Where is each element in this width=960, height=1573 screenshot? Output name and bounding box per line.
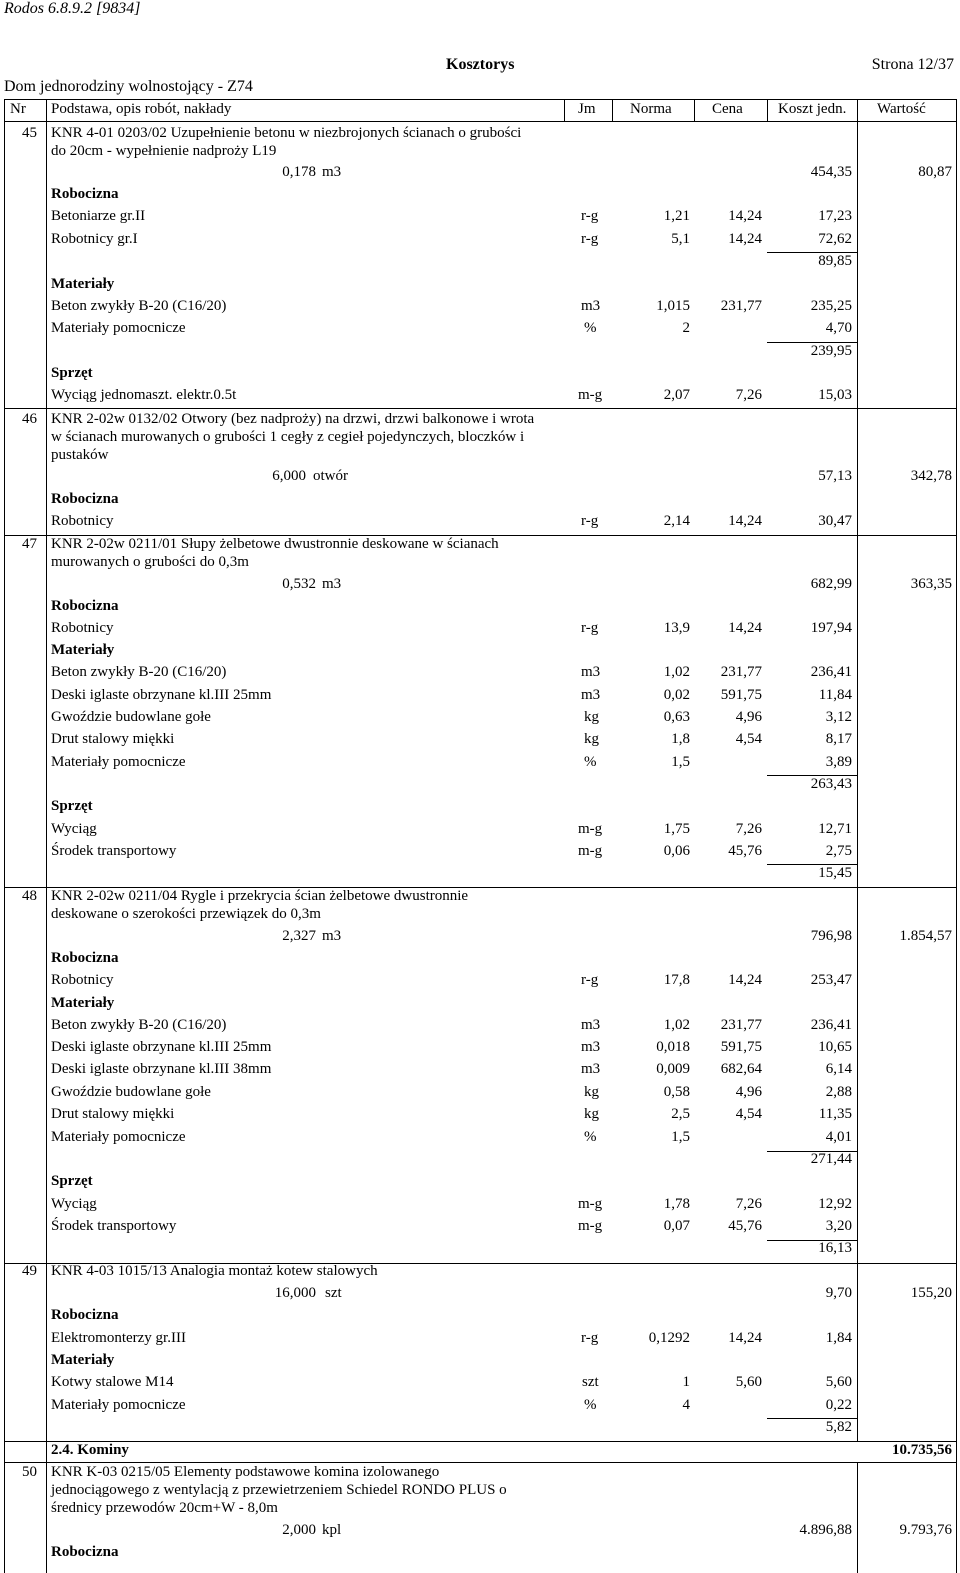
item-unit: kpl xyxy=(322,1522,342,1538)
resource-jm: m3 xyxy=(581,298,601,314)
section-sprzet: Sprzęt xyxy=(51,365,93,381)
item-unit: m3 xyxy=(322,576,342,592)
resource-jm: r-g xyxy=(581,231,599,247)
resource-jm: m-g xyxy=(578,1196,603,1212)
resource-cena: 7,26 xyxy=(735,1196,762,1212)
header-bottom-border xyxy=(4,121,957,122)
resource-cena: 7,26 xyxy=(735,821,762,837)
resource-koszt: 236,41 xyxy=(810,1017,852,1033)
col-divider-jm xyxy=(612,99,613,121)
item-description: deskowane o szerokości przewiązek do 0,3m xyxy=(51,906,321,922)
section-robocizna: Robocizna xyxy=(51,1544,119,1560)
app-title: Rodos 6.8.9.2 [9834] xyxy=(4,0,141,17)
item-unit-cost: 682,99 xyxy=(810,576,852,592)
col-divider-koszt xyxy=(857,121,858,408)
resource-norma: 1,5 xyxy=(671,754,690,770)
resource-norma: 0,02 xyxy=(663,687,690,703)
resource-norma: 0,1292 xyxy=(648,1330,690,1346)
resource-name: Kotwy stalowe M14 xyxy=(51,1374,174,1390)
col-divider-cena xyxy=(767,99,768,121)
item-separator xyxy=(4,1441,957,1442)
resource-koszt: 11,84 xyxy=(818,687,852,703)
resource-cena: 4,54 xyxy=(735,731,762,747)
resource-name: Wyciąg jednomaszt. elektr.0.5t xyxy=(51,387,237,403)
col-divider-koszt xyxy=(857,1462,858,1573)
section-robocizna: Robocizna xyxy=(51,1307,119,1323)
item-quantity: 2,000 xyxy=(282,1522,316,1538)
table-right-border xyxy=(956,99,957,1573)
item-value: 80,87 xyxy=(918,164,952,180)
resource-koszt: 11,35 xyxy=(818,1106,852,1122)
resource-jm: % xyxy=(584,754,597,770)
resource-jm: % xyxy=(584,320,597,336)
subtotal-value: 15,45 xyxy=(818,865,852,881)
item-description: średnicy przewodów 20cm+W - 8,0m xyxy=(51,1500,278,1516)
resource-cena: 14,24 xyxy=(728,620,762,636)
resource-name: Materiały pomocnicze xyxy=(51,1397,186,1413)
col-divider-koszt xyxy=(857,1263,858,1441)
table-left-border xyxy=(4,99,5,1573)
resource-jm: r-g xyxy=(581,1330,599,1346)
resource-cena: 682,64 xyxy=(720,1061,762,1077)
resource-name: Deski iglaste obrzynane kl.III 25mm xyxy=(51,1039,272,1055)
resource-name: Środek transportowy xyxy=(51,843,177,859)
resource-koszt: 30,47 xyxy=(818,513,852,529)
resource-cena: 231,77 xyxy=(720,298,762,314)
resource-jm: r-g xyxy=(581,208,599,224)
item-unit-cost: 57,13 xyxy=(818,468,852,484)
resource-koszt: 4,70 xyxy=(825,320,852,336)
resource-cena: 5,60 xyxy=(735,1374,762,1390)
resource-name: Środek transportowy xyxy=(51,1218,177,1234)
resource-cena: 7,26 xyxy=(735,387,762,403)
resource-koszt: 0,22 xyxy=(825,1397,852,1413)
page-label: Strona 12/37 xyxy=(871,56,954,73)
item-description: KNR K-03 0215/05 Elementy podstawowe komina izolowanego xyxy=(51,1464,440,1480)
section-materialy: Materiały xyxy=(51,276,115,292)
item-unit-cost: 4.896,88 xyxy=(799,1522,852,1538)
resource-name: Robotnicy xyxy=(51,620,114,636)
item-separator xyxy=(4,408,957,409)
resource-norma: 1,21 xyxy=(663,208,690,224)
section-materialy: Materiały xyxy=(51,995,115,1011)
item-quantity: 0,532 xyxy=(282,576,316,592)
resource-cena: 45,76 xyxy=(728,1218,762,1234)
section-robocizna: Robocizna xyxy=(51,598,119,614)
col-divider-koszt xyxy=(857,408,858,535)
item-description: do 20cm - wypełnienie nadproży L19 xyxy=(51,143,277,159)
resource-koszt: 1,84 xyxy=(825,1330,852,1346)
resource-norma: 0,58 xyxy=(663,1084,690,1100)
table-top-border xyxy=(4,99,957,100)
resource-norma: 2,07 xyxy=(663,387,690,403)
resource-koszt: 3,20 xyxy=(825,1218,852,1234)
resource-koszt: 235,25 xyxy=(810,298,852,314)
resource-norma: 0,06 xyxy=(663,843,690,859)
section-sprzet: Sprzęt xyxy=(51,1173,93,1189)
item-value: 155,20 xyxy=(910,1285,952,1301)
resource-jm: m3 xyxy=(581,1039,601,1055)
item-number: 46 xyxy=(22,411,37,427)
resource-koszt: 2,75 xyxy=(825,843,852,859)
resource-koszt: 2,88 xyxy=(825,1084,852,1100)
resource-name: Drut stalowy miękki xyxy=(51,731,175,747)
item-unit: m3 xyxy=(322,928,342,944)
item-quantity: 2,327 xyxy=(282,928,316,944)
resource-jm: m-g xyxy=(578,387,603,403)
col-divider-desc xyxy=(564,99,565,121)
resource-cena: 231,77 xyxy=(720,664,762,680)
section-robocizna: Robocizna xyxy=(51,491,119,507)
resource-koszt: 72,62 xyxy=(818,231,852,247)
header-wartosc: Wartość xyxy=(877,101,926,117)
item-number: 49 xyxy=(22,1263,37,1279)
subtotal-value: 239,95 xyxy=(810,343,852,359)
resource-cena: 14,24 xyxy=(728,513,762,529)
item-value: 1.854,57 xyxy=(899,928,952,944)
resource-cena: 4,96 xyxy=(735,709,762,725)
chapter-label: 2.4. Kominy xyxy=(51,1442,129,1458)
resource-norma: 0,07 xyxy=(663,1218,690,1234)
resource-jm: kg xyxy=(584,1106,599,1122)
resource-name: Wyciąg xyxy=(51,1196,97,1212)
header-nr: Nr xyxy=(10,101,26,117)
resource-name: Gwoździe budowlane gołe xyxy=(51,1084,211,1100)
resource-cena: 14,24 xyxy=(728,231,762,247)
resource-jm: szt xyxy=(582,1374,599,1390)
item-description: KNR 2-02w 0211/04 Rygle i przekrycia ścian żelbetowe dwustronnie xyxy=(51,888,469,904)
resource-cena: 14,24 xyxy=(728,208,762,224)
col-divider-norma xyxy=(694,99,695,121)
item-number: 47 xyxy=(22,536,37,552)
col-divider-koszt xyxy=(857,535,858,887)
resource-norma: 1,8 xyxy=(671,731,690,747)
resource-name: Materiały pomocnicze xyxy=(51,754,186,770)
project-name: Dom jednorodziny wolnostojący - Z74 xyxy=(4,78,253,95)
resource-norma: 2 xyxy=(682,320,690,336)
resource-norma: 2,14 xyxy=(663,513,690,529)
resource-jm: kg xyxy=(584,731,599,747)
resource-cena: 4,54 xyxy=(735,1106,762,1122)
resource-koszt: 4,01 xyxy=(825,1129,852,1145)
resource-jm: m3 xyxy=(581,664,601,680)
resource-koszt: 15,03 xyxy=(818,387,852,403)
resource-koszt: 8,17 xyxy=(825,731,852,747)
item-quantity: 16,000 xyxy=(274,1285,316,1301)
item-value: 363,35 xyxy=(910,576,952,592)
resource-cena: 231,77 xyxy=(720,1017,762,1033)
item-unit: otwór xyxy=(313,468,348,484)
item-unit-cost: 796,98 xyxy=(810,928,852,944)
resource-koszt: 10,65 xyxy=(818,1039,852,1055)
resource-norma: 1,75 xyxy=(663,821,690,837)
resource-jm: r-g xyxy=(581,620,599,636)
resource-jm: % xyxy=(584,1129,597,1145)
resource-name: Gwoździe budowlane gołe xyxy=(51,709,211,725)
header-cena: Cena xyxy=(712,101,743,117)
item-description: jednociągowego z wentylacją z przewietrzeniem Schiedel RONDO PLUS o xyxy=(51,1482,507,1498)
resource-jm: kg xyxy=(584,1084,599,1100)
resource-norma: 0,018 xyxy=(656,1039,690,1055)
section-robocizna: Robocizna xyxy=(51,950,119,966)
item-unit: szt xyxy=(325,1285,342,1301)
resource-name: Beton zwykły B-20 (C16/20) xyxy=(51,664,227,680)
resource-koszt: 3,89 xyxy=(825,754,852,770)
resource-koszt: 197,94 xyxy=(810,620,852,636)
resource-norma: 1,02 xyxy=(663,664,690,680)
resource-name: Beton zwykły B-20 (C16/20) xyxy=(51,1017,227,1033)
subtotal-value: 263,43 xyxy=(810,776,852,792)
item-number: 48 xyxy=(22,888,37,904)
resource-norma: 13,9 xyxy=(663,620,690,636)
item-quantity: 0,178 xyxy=(282,164,316,180)
resource-koszt: 6,14 xyxy=(825,1061,852,1077)
item-description: KNR 2-02w 0132/02 Otwory (bez nadproży) na drzwi, drzwi balkonowe i wrota xyxy=(51,411,535,427)
resource-name: Deski iglaste obrzynane kl.III 38mm xyxy=(51,1061,272,1077)
resource-jm: m3 xyxy=(581,1061,601,1077)
section-materialy: Materiały xyxy=(51,1352,115,1368)
item-unit: m3 xyxy=(322,164,342,180)
resource-jm: m-g xyxy=(578,1218,603,1234)
resource-name: Beton zwykły B-20 (C16/20) xyxy=(51,298,227,314)
resource-koszt: 236,41 xyxy=(810,664,852,680)
resource-name: Robotnicy gr.I xyxy=(51,231,138,247)
resource-norma: 1,02 xyxy=(663,1017,690,1033)
resource-cena: 14,24 xyxy=(728,1330,762,1346)
resource-koszt: 253,47 xyxy=(810,972,852,988)
subtotal-value: 271,44 xyxy=(810,1151,852,1167)
item-description: KNR 4-03 1015/13 Analogia montaż kotew stalowych xyxy=(51,1263,378,1279)
item-unit-cost: 9,70 xyxy=(825,1285,852,1301)
resource-koszt: 3,12 xyxy=(825,709,852,725)
subtotal-value: 5,82 xyxy=(825,1419,852,1435)
col-divider-nr xyxy=(46,99,47,1573)
resource-jm: kg xyxy=(584,709,599,725)
section-robocizna: Robocizna xyxy=(51,186,119,202)
resource-jm: r-g xyxy=(581,972,599,988)
resource-name: Materiały pomocnicze xyxy=(51,320,186,336)
resource-jm: m3 xyxy=(581,687,601,703)
resource-norma: 2,5 xyxy=(671,1106,690,1122)
subtotal-value: 16,13 xyxy=(818,1240,852,1256)
resource-name: Betoniarze gr.II xyxy=(51,208,146,224)
item-value: 9.793,76 xyxy=(899,1522,952,1538)
item-description: w ścianach murowanych o grubości 1 cegły z cegieł pojedynczych, bloczków i xyxy=(51,429,525,445)
header-jm: Jm xyxy=(578,101,596,117)
header-description: Podstawa, opis robót, nakłady xyxy=(51,101,232,117)
chapter-value: 10.735,56 xyxy=(892,1442,952,1458)
resource-jm: r-g xyxy=(581,513,599,529)
item-number: 45 xyxy=(22,125,37,141)
resource-name: Wyciąg xyxy=(51,821,97,837)
item-number: 50 xyxy=(22,1464,37,1480)
resource-jm: m-g xyxy=(578,843,603,859)
resource-koszt: 12,71 xyxy=(818,821,852,837)
item-description: murowanych o grubości do 0,3m xyxy=(51,554,249,570)
resource-cena: 14,24 xyxy=(728,972,762,988)
resource-name: Materiały pomocnicze xyxy=(51,1129,186,1145)
resource-cena: 591,75 xyxy=(720,1039,762,1055)
resource-cena: 4,96 xyxy=(735,1084,762,1100)
section-sprzet: Sprzęt xyxy=(51,798,93,814)
col-divider-koszt xyxy=(857,99,858,121)
resource-norma: 1 xyxy=(682,1374,690,1390)
resource-name: Deski iglaste obrzynane kl.III 25mm xyxy=(51,687,272,703)
resource-name: Robotnicy xyxy=(51,513,114,529)
resource-name: Drut stalowy miękki xyxy=(51,1106,175,1122)
item-unit-cost: 454,35 xyxy=(810,164,852,180)
item-description: KNR 2-02w 0211/01 Słupy żelbetowe dwustronnie deskowane w ścianach xyxy=(51,536,499,552)
resource-jm: % xyxy=(584,1397,597,1413)
item-description: pustaków xyxy=(51,447,109,463)
resource-norma: 0,63 xyxy=(663,709,690,725)
resource-norma: 17,8 xyxy=(663,972,690,988)
resource-koszt: 17,23 xyxy=(818,208,852,224)
resource-norma: 5,1 xyxy=(671,231,690,247)
resource-koszt: 12,92 xyxy=(818,1196,852,1212)
item-value: 342,78 xyxy=(910,468,952,484)
resource-jm: m-g xyxy=(578,821,603,837)
resource-norma: 1,78 xyxy=(663,1196,690,1212)
resource-cena: 45,76 xyxy=(728,843,762,859)
item-description: KNR 4-01 0203/02 Uzupełnienie betonu w niezbrojonych ścianach o grubości xyxy=(51,125,522,141)
col-divider-koszt xyxy=(857,887,858,1263)
resource-norma: 0,009 xyxy=(656,1061,690,1077)
resource-norma: 4 xyxy=(682,1397,690,1413)
resource-norma: 1,5 xyxy=(671,1129,690,1145)
resource-name: Elektromonterzy gr.III xyxy=(51,1330,186,1346)
header-koszt-jedn: Koszt jedn. xyxy=(778,101,847,117)
resource-name: Robotnicy xyxy=(51,972,114,988)
header-norma: Norma xyxy=(630,101,672,117)
resource-koszt: 5,60 xyxy=(825,1374,852,1390)
resource-cena: 591,75 xyxy=(720,687,762,703)
item-quantity: 6,000 xyxy=(272,468,306,484)
resource-jm: m3 xyxy=(581,1017,601,1033)
doc-title: Kosztorys xyxy=(446,56,515,73)
subtotal-value: 89,85 xyxy=(818,253,852,269)
item-separator xyxy=(4,1462,957,1463)
section-materialy: Materiały xyxy=(51,642,115,658)
resource-norma: 1,015 xyxy=(656,298,690,314)
